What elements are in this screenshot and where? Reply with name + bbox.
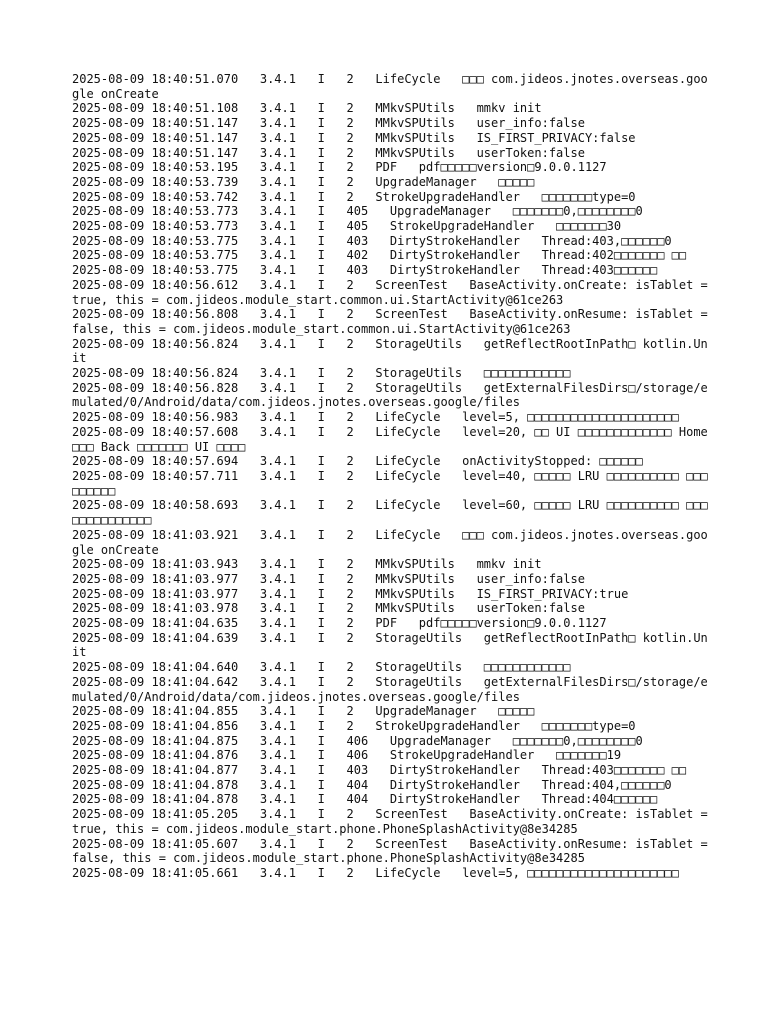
- log-line: 2025-08-09 18:40:53.775 3.4.1 I 403 DirtyStrokeHandler Thread:403□□□□□□: [72, 263, 658, 278]
- log-line: 2025-08-09 18:41:03.978 3.4.1 I 2 MMkvSPUtils userToken:false: [72, 601, 585, 616]
- log-line: 2025-08-09 18:40:53.195 3.4.1 I 2 PDF pdf□□□□□version□9.0.0.1127: [72, 160, 607, 175]
- log-line: 2025-08-09 18:40:56.824 3.4.1 I 2 StorageUtils getReflectRootInPath□ kotlin.Unit: [72, 336, 708, 366]
- log-line: 2025-08-09 18:41:04.642 3.4.1 I 2 StorageUtils getExternalFilesDirs□/storage/emulated/0/Android/data/com.jideos.jnotes.overseas.google/files: [72, 674, 708, 704]
- log-line: 2025-08-09 18:41:03.921 3.4.1 I 2 LifeCycle □□□ com.jideos.jnotes.overseas.google onCreate: [72, 527, 708, 557]
- log-line: 2025-08-09 18:41:04.875 3.4.1 I 406 UpgradeManager □□□□□□□0,□□□□□□□□0: [72, 733, 643, 748]
- log-line: 2025-08-09 18:41:04.639 3.4.1 I 2 StorageUtils getReflectRootInPath□ kotlin.Unit: [72, 630, 708, 660]
- log-line: 2025-08-09 18:40:53.742 3.4.1 I 2 StrokeUpgradeHandler □□□□□□□type=0: [72, 189, 636, 204]
- log-line: 2025-08-09 18:41:04.640 3.4.1 I 2 StorageUtils □□□□□□□□□□□□: [72, 660, 571, 675]
- log-line: 2025-08-09 18:41:05.661 3.4.1 I 2 LifeCycle level=5, □□□□□□□□□□□□□□□□□□□□□: [72, 865, 679, 880]
- log-viewer: [72, 72, 715, 881]
- log-line: 2025-08-09 18:41:04.876 3.4.1 I 406 StrokeUpgradeHandler □□□□□□□19: [72, 748, 622, 763]
- log-line: 2025-08-09 18:40:51.147 3.4.1 I 2 MMkvSPUtils user_info:false: [72, 116, 585, 131]
- log-line: 2025-08-09 18:40:53.775 3.4.1 I 402 DirtyStrokeHandler Thread:402□□□□□□□ □□: [72, 248, 687, 263]
- log-line: 2025-08-09 18:41:03.943 3.4.1 I 2 MMkvSPUtils mmkv init: [72, 557, 542, 572]
- log-line: 2025-08-09 18:40:56.824 3.4.1 I 2 StorageUtils □□□□□□□□□□□□: [72, 366, 571, 381]
- log-line: 2025-08-09 18:40:58.693 3.4.1 I 2 LifeCycle level=60, □□□□□ LRU □□□□□□□□□□ □□□□□□□□□□□□□□: [72, 498, 708, 528]
- log-line: 2025-08-09 18:40:57.711 3.4.1 I 2 LifeCycle level=40, □□□□□ LRU □□□□□□□□□□ □□□□□□□□□: [72, 468, 708, 498]
- log-line: 2025-08-09 18:41:04.877 3.4.1 I 403 DirtyStrokeHandler Thread:403□□□□□□□ □□: [72, 763, 687, 778]
- log-line: 2025-08-09 18:41:04.878 3.4.1 I 404 DirtyStrokeHandler Thread:404□□□□□□: [72, 792, 658, 807]
- log-line: 2025-08-09 18:41:04.855 3.4.1 I 2 UpgradeManager □□□□□: [72, 704, 535, 719]
- log-line: 2025-08-09 18:40:53.775 3.4.1 I 403 DirtyStrokeHandler Thread:403,□□□□□□0: [72, 233, 672, 248]
- log-line: 2025-08-09 18:41:05.607 3.4.1 I 2 ScreenTest BaseActivity.onResume: isTablet = false, this = com.jideos.module_start.phone.PhoneSplashActivity@8e34285: [72, 836, 715, 866]
- log-line: 2025-08-09 18:40:57.608 3.4.1 I 2 LifeCycle level=20, □□ UI □□□□□□□□□□□□□ Home □□□ Back □□□□□□□ UI □□□□: [72, 424, 715, 454]
- log-line: 2025-08-09 18:40:51.070 3.4.1 I 2 LifeCycle □□□ com.jideos.jnotes.overseas.google onCreate: [72, 72, 708, 101]
- log-line: 2025-08-09 18:40:56.828 3.4.1 I 2 StorageUtils getExternalFilesDirs□/storage/emulated/0/Android/data/com.jideos.jnotes.overseas.google/files: [72, 380, 708, 410]
- log-line: 2025-08-09 18:41:04.635 3.4.1 I 2 PDF pdf□□□□□version□9.0.0.1127: [72, 616, 607, 631]
- log-line: 2025-08-09 18:41:05.205 3.4.1 I 2 ScreenTest BaseActivity.onCreate: isTablet = true, this = com.jideos.module_start.phone.PhoneSplashActivity@8e34285: [72, 807, 715, 836]
- log-line: 2025-08-09 18:41:04.856 3.4.1 I 2 StrokeUpgradeHandler □□□□□□□type=0: [72, 718, 636, 733]
- log-line: 2025-08-09 18:40:56.612 3.4.1 I 2 ScreenTest BaseActivity.onCreate: isTablet = true, this = com.jideos.module_start.common.ui.StartActivity@61ce263: [72, 277, 715, 307]
- log-line: 2025-08-09 18:40:56.808 3.4.1 I 2 ScreenTest BaseActivity.onResume: isTablet = false, this = com.jideos.module_start.common.ui.StartActivity@61ce263: [72, 307, 715, 336]
- log-line: 2025-08-09 18:40:51.147 3.4.1 I 2 MMkvSPUtils IS_FIRST_PRIVACY:false: [72, 130, 636, 145]
- log-line: 2025-08-09 18:40:53.773 3.4.1 I 405 UpgradeManager □□□□□□□0,□□□□□□□□0: [72, 204, 643, 219]
- log-line: 2025-08-09 18:40:53.739 3.4.1 I 2 UpgradeManager □□□□□: [72, 174, 535, 189]
- log-line: 2025-08-09 18:40:51.147 3.4.1 I 2 MMkvSPUtils userToken:false: [72, 145, 585, 160]
- log-line: 2025-08-09 18:41:04.878 3.4.1 I 404 DirtyStrokeHandler Thread:404,□□□□□□0: [72, 777, 672, 792]
- log-line: 2025-08-09 18:40:53.773 3.4.1 I 405 StrokeUpgradeHandler □□□□□□□30: [72, 219, 622, 234]
- log-line: 2025-08-09 18:40:56.983 3.4.1 I 2 LifeCycle level=5, □□□□□□□□□□□□□□□□□□□□□: [72, 410, 679, 425]
- log-line: 2025-08-09 18:41:03.977 3.4.1 I 2 MMkvSPUtils IS_FIRST_PRIVACY:true: [72, 586, 629, 601]
- log-line: 2025-08-09 18:40:57.694 3.4.1 I 2 LifeCycle onActivityStopped: □□□□□□: [72, 454, 643, 469]
- log-line: 2025-08-09 18:41:03.977 3.4.1 I 2 MMkvSPUtils user_info:false: [72, 571, 585, 586]
- log-line: 2025-08-09 18:40:51.108 3.4.1 I 2 MMkvSPUtils mmkv init: [72, 101, 542, 116]
